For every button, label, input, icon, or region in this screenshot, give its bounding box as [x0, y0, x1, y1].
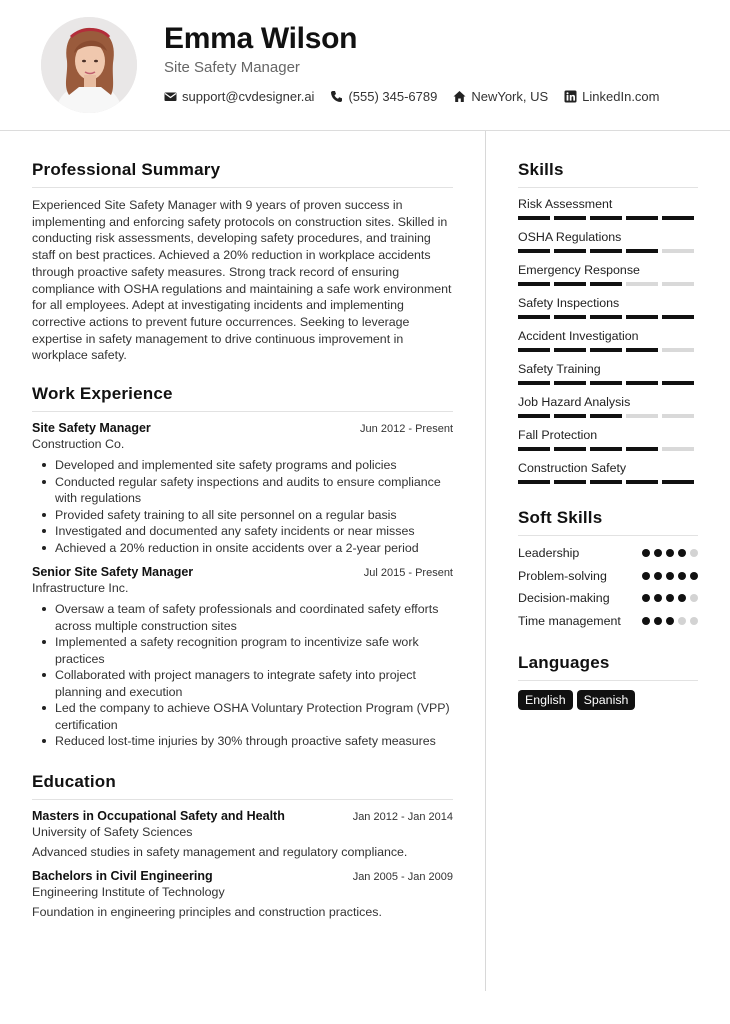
skill-level-segment: [626, 249, 658, 253]
soft-skill-rating: [638, 549, 698, 562]
contact-email[interactable]: [164, 89, 314, 104]
skill-level-bar: [518, 381, 698, 385]
contact-linkedin-text: LinkedIn.com: [582, 89, 660, 104]
soft-skills-heading: Soft Skills: [518, 508, 698, 536]
rating-dot: [666, 572, 674, 580]
experience-item: [32, 421, 453, 556]
skill-level-segment: [590, 249, 622, 253]
list-item: Oversaw a team of safety professionals and coordinated safety efforts across multiple construction sites: [32, 601, 453, 634]
languages-section: [518, 653, 698, 710]
languages-heading: Languages: [518, 653, 698, 681]
soft-skill-item: [518, 613, 698, 630]
rating-dot: [678, 594, 686, 602]
list-item: Conducted regular safety inspections and audits to ensure compliance with regulations: [32, 474, 453, 507]
skill-level-segment: [518, 282, 550, 286]
skills-list: [518, 197, 698, 484]
skill-level-segment: [518, 249, 550, 253]
skill-name: Safety Training: [518, 362, 601, 376]
skill-level-segment: [662, 249, 694, 253]
skill-level-segment: [554, 315, 586, 319]
soft-skill-rating: [638, 572, 698, 585]
skill-level-bar: [518, 480, 698, 484]
skill-level-segment: [518, 381, 550, 385]
skill-name: Accident Investigation: [518, 329, 639, 343]
rating-dot: [642, 617, 650, 625]
sidebar-column: [518, 160, 698, 710]
list-item: Investigated and documented any safety incidents or near misses: [32, 523, 453, 540]
contact-location: [453, 89, 548, 104]
soft-skills-section: [518, 508, 698, 629]
profile-photo: [41, 17, 137, 113]
rating-dot: [642, 594, 650, 602]
skill-level-segment: [518, 216, 550, 220]
skill-level-segment: [554, 381, 586, 385]
skill-name: Fall Protection: [518, 428, 598, 442]
home-icon: [453, 90, 466, 103]
skill-item: [518, 230, 698, 253]
skill-name: Construction Safety: [518, 461, 627, 475]
education-item: [32, 869, 453, 919]
soft-skill-name: Problem-solving: [518, 568, 607, 583]
summary-heading: Professional Summary: [32, 160, 453, 188]
phone-icon: [330, 90, 343, 103]
contact-phone-text: (555) 345-6789: [348, 89, 438, 104]
column-divider: [485, 131, 486, 991]
experience-section: [32, 384, 453, 750]
skill-level-segment: [626, 348, 658, 352]
skill-level-segment: [662, 414, 694, 418]
soft-skill-rating: [638, 594, 698, 607]
skill-level-segment: [662, 216, 694, 220]
skill-name: Risk Assessment: [518, 197, 613, 211]
skill-level-segment: [518, 447, 550, 451]
skills-section: [518, 160, 698, 484]
rating-dot: [666, 594, 674, 602]
skill-level-segment: [626, 480, 658, 484]
rating-dot: [642, 572, 650, 580]
language-badge: English: [518, 690, 573, 710]
soft-skill-item: [518, 568, 698, 585]
contact-phone[interactable]: [330, 89, 437, 104]
candidate-title: Site Safety Manager: [164, 59, 300, 76]
envelope-icon: [164, 90, 177, 103]
skill-level-segment: [626, 447, 658, 451]
skill-level-segment: [518, 348, 550, 352]
skill-level-bar: [518, 282, 698, 286]
skill-level-segment: [590, 381, 622, 385]
education-item: [32, 809, 453, 859]
skill-item: [518, 395, 698, 418]
skills-heading: Skills: [518, 160, 698, 188]
degree-description: Advanced studies in safety management and regulatory compliance.: [32, 844, 408, 859]
skill-name: Job Hazard Analysis: [518, 395, 631, 409]
soft-skill-rating: [638, 617, 698, 630]
job-date: Jun 2012 - Present: [360, 423, 453, 436]
job-company: Construction Co.: [32, 437, 125, 452]
rating-dot: [678, 549, 686, 557]
skill-level-segment: [590, 414, 622, 418]
skill-level-segment: [518, 414, 550, 418]
soft-skill-name: Decision-making: [518, 591, 610, 605]
summary-text: Experienced Site Safety Manager with 9 years of proven success in implementing and enforcing safety protocols on construction sites. Skilled in conducting risk assessments, developing safety procedures, and training staff on best practices. Achieved a 20% reduction in workplace accidents through proactive safety measures. Strong track record of ensuring compliance with OSHA regulations and maintaining a safe work environment for all employees. Adept at investigating incidents and implementing corrective actions to prevent future occurrences. Seeking to leverage expertise in safety management to drive continuous improvement in workplace safety.: [32, 198, 452, 363]
skill-level-segment: [626, 282, 658, 286]
rating-dot: [666, 617, 674, 625]
degree-name: Masters in Occupational Safety and Health: [32, 808, 285, 823]
rating-dot: [654, 572, 662, 580]
skill-level-segment: [554, 414, 586, 418]
skill-level-bar: [518, 414, 698, 418]
contact-location-text: NewYork, US: [471, 89, 549, 104]
job-bullets: [32, 457, 453, 556]
skill-item: [518, 329, 698, 352]
summary-section: [32, 160, 453, 364]
rating-dot: [678, 572, 686, 580]
skill-item: [518, 197, 698, 220]
skill-level-segment: [590, 348, 622, 352]
soft-skill-name: Time management: [518, 613, 621, 628]
skill-level-segment: [626, 216, 658, 220]
skill-name: OSHA Regulations: [518, 230, 622, 244]
experience-item: [32, 565, 453, 750]
degree-name: Bachelors in Civil Engineering: [32, 868, 213, 883]
skill-level-segment: [626, 315, 658, 319]
list-item: Collaborated with project managers to integrate safety into project planning and execution: [32, 667, 453, 700]
skill-item: [518, 296, 698, 319]
skill-level-bar: [518, 348, 698, 352]
skill-level-segment: [554, 282, 586, 286]
skill-level-segment: [662, 282, 694, 286]
skill-level-segment: [590, 216, 622, 220]
skill-level-segment: [554, 447, 586, 451]
skill-level-bar: [518, 249, 698, 253]
list-item: Reduced lost-time injuries by 30% through proactive safety measures: [32, 733, 453, 750]
list-item: Provided safety training to all site personnel on a regular basis: [32, 507, 453, 524]
job-role: Site Safety Manager: [32, 421, 151, 436]
skill-level-segment: [662, 381, 694, 385]
skill-level-bar: [518, 447, 698, 451]
skill-item: [518, 428, 698, 451]
rating-dot: [654, 594, 662, 602]
experience-heading: Work Experience: [32, 384, 453, 412]
degree-date: Jan 2005 - Jan 2009: [352, 870, 453, 883]
soft-skill-item: [518, 590, 698, 607]
soft-skill-name: Leadership: [518, 546, 580, 560]
rating-dot: [690, 549, 698, 557]
skill-level-segment: [590, 315, 622, 319]
skill-level-bar: [518, 216, 698, 220]
school-name: Engineering Institute of Technology: [32, 884, 225, 899]
skill-level-segment: [590, 447, 622, 451]
rating-dot: [642, 549, 650, 557]
skill-item: [518, 263, 698, 286]
skill-level-segment: [662, 480, 694, 484]
job-date: Jul 2015 - Present: [363, 567, 453, 580]
contact-linkedin[interactable]: [564, 89, 659, 104]
skill-level-segment: [518, 480, 550, 484]
degree-date: Jan 2012 - Jan 2014: [352, 810, 453, 823]
skill-level-segment: [626, 414, 658, 418]
rating-dot: [690, 572, 698, 580]
job-role: Senior Site Safety Manager: [32, 565, 194, 580]
school-name: University of Safety Sciences: [32, 824, 193, 839]
education-section: [32, 772, 453, 919]
soft-skills-list: [518, 545, 698, 629]
skill-item: [518, 362, 698, 385]
contact-email-text: support@cvdesigner.ai: [182, 89, 315, 104]
contact-bar: [164, 89, 676, 104]
skill-level-segment: [554, 480, 586, 484]
education-heading: Education: [32, 772, 453, 800]
list-item: Implemented a safety recognition program to incentivize safe work practices: [32, 634, 453, 667]
resume-header: [0, 0, 730, 131]
linkedin-icon: [564, 90, 577, 103]
job-company: Infrastructure Inc.: [32, 581, 129, 596]
skill-name: Safety Inspections: [518, 296, 620, 310]
list-item: Led the company to achieve OSHA Voluntary Protection Program (VPP) certification: [32, 700, 453, 733]
skill-level-segment: [590, 480, 622, 484]
main-column: [32, 160, 453, 919]
rating-dot: [654, 549, 662, 557]
rating-dot: [678, 617, 686, 625]
list-item: Achieved a 20% reduction in onsite accidents over a 2-year period: [32, 540, 453, 557]
language-badge: Spanish: [577, 690, 636, 710]
skill-name: Emergency Response: [518, 263, 640, 277]
languages-list: [518, 690, 698, 710]
profile-photo-icon: [41, 17, 137, 113]
skill-level-segment: [554, 249, 586, 253]
skill-level-bar: [518, 315, 698, 319]
skill-level-segment: [590, 282, 622, 286]
skill-level-segment: [662, 315, 694, 319]
degree-description: Foundation in engineering principles and construction practices.: [32, 904, 382, 919]
rating-dot: [690, 617, 698, 625]
rating-dot: [654, 617, 662, 625]
skill-level-segment: [554, 348, 586, 352]
skill-level-segment: [554, 216, 586, 220]
skill-level-segment: [662, 447, 694, 451]
rating-dot: [690, 594, 698, 602]
list-item: Developed and implemented site safety programs and policies: [32, 457, 453, 474]
rating-dot: [666, 549, 674, 557]
skill-level-segment: [518, 315, 550, 319]
candidate-name: Emma Wilson: [164, 22, 358, 55]
skill-level-segment: [662, 348, 694, 352]
skill-level-segment: [626, 381, 658, 385]
job-bullets: [32, 601, 453, 750]
soft-skill-item: [518, 545, 698, 562]
skill-item: [518, 461, 698, 484]
